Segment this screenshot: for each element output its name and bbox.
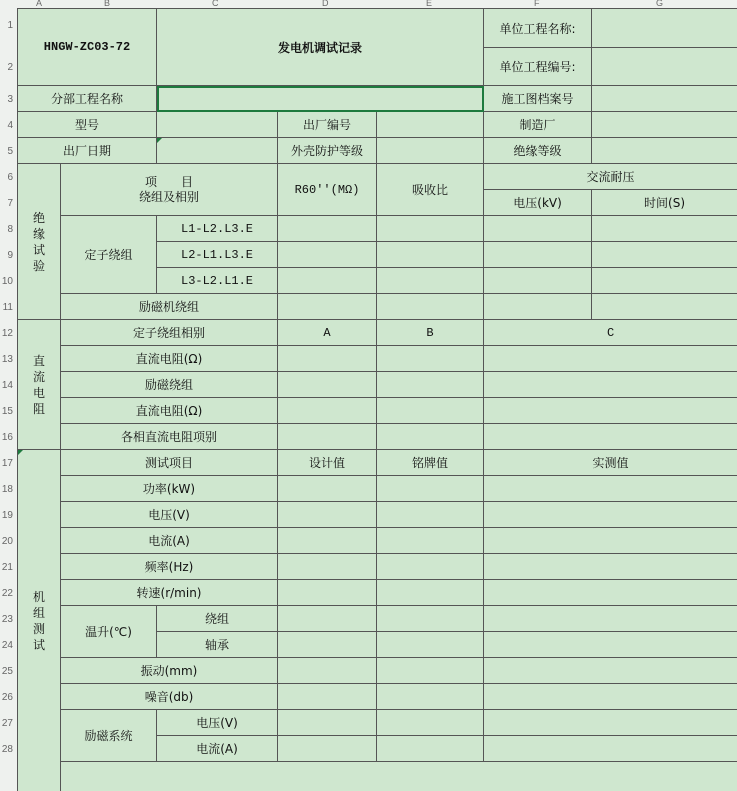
- data-cell[interactable]: [278, 502, 377, 528]
- data-cell[interactable]: [484, 632, 737, 658]
- data-cell[interactable]: [484, 502, 737, 528]
- manufacturer-cell[interactable]: [592, 112, 737, 138]
- row-header[interactable]: 28: [1, 744, 13, 755]
- temp-rise-label[interactable]: 温升(℃): [61, 606, 157, 658]
- data-cell[interactable]: [377, 372, 484, 398]
- field-winding-label[interactable]: 励磁绕组: [61, 372, 278, 398]
- row-header[interactable]: 26: [1, 692, 13, 703]
- row-header[interactable]: 6: [7, 172, 13, 183]
- row-header[interactable]: 11: [2, 302, 13, 313]
- data-cell[interactable]: [377, 710, 484, 736]
- item-header-bottom: 绕组及相别: [139, 189, 200, 204]
- data-cell[interactable]: [278, 606, 377, 632]
- absorption-ratio-header[interactable]: 吸收比: [377, 164, 484, 216]
- phase-label[interactable]: L1-L2.L3.E: [157, 216, 278, 242]
- data-cell[interactable]: [484, 606, 737, 632]
- design-value-header[interactable]: 设计值: [278, 450, 377, 476]
- form-code[interactable]: HNGW-ZC03-72: [18, 9, 157, 86]
- comment-indicator: [18, 450, 23, 455]
- test-item-header[interactable]: 测试项目: [61, 450, 278, 476]
- exciter-winding-label[interactable]: 励磁机绕组: [61, 294, 278, 320]
- voltage-label[interactable]: 电压(V): [61, 502, 278, 528]
- sub-project-name-label[interactable]: 分部工程名称: [18, 86, 157, 112]
- row-header[interactable]: 4: [7, 120, 13, 131]
- data-cell[interactable]: [278, 476, 377, 502]
- data-cell[interactable]: [278, 398, 377, 424]
- power-label[interactable]: 功率(kW): [61, 476, 278, 502]
- data-cell[interactable]: [377, 346, 484, 372]
- data-cell[interactable]: [484, 710, 737, 736]
- data-cell[interactable]: [484, 346, 737, 372]
- ac-voltage-header[interactable]: 电压(kV): [484, 190, 592, 216]
- nameplate-value-header[interactable]: 铭牌值: [377, 450, 484, 476]
- unit-project-name-label[interactable]: 单位工程名称:: [484, 9, 592, 48]
- manufacturer-label[interactable]: 制造厂: [484, 112, 592, 138]
- data-cell[interactable]: [278, 268, 377, 294]
- drawing-archive-no-label[interactable]: 施工图档案号: [484, 86, 592, 112]
- data-cell[interactable]: [377, 554, 484, 580]
- column-header-a[interactable]: A: [36, 0, 43, 8]
- data-cell[interactable]: [592, 268, 737, 294]
- generator-test-record-sheet: [17, 8, 737, 791]
- enclosure-protection-cell[interactable]: [377, 138, 484, 164]
- data-cell[interactable]: [278, 346, 377, 372]
- data-cell[interactable]: [377, 242, 484, 268]
- row-header[interactable]: 2: [7, 62, 13, 73]
- insulation-class-cell[interactable]: [592, 138, 737, 164]
- excitation-system-label[interactable]: 励磁系统: [61, 710, 157, 762]
- model-cell[interactable]: [157, 112, 278, 138]
- row-header[interactable]: 1: [7, 20, 13, 31]
- model-label[interactable]: 型号: [18, 112, 157, 138]
- data-cell[interactable]: [484, 658, 737, 684]
- comment-indicator: [157, 138, 162, 143]
- unit-test-section-label[interactable]: 机组测试: [18, 450, 61, 791]
- data-cell[interactable]: [278, 736, 377, 762]
- row-header[interactable]: 9: [7, 250, 13, 261]
- insulation-class-label[interactable]: 绝缘等级: [484, 138, 592, 164]
- data-cell[interactable]: [484, 476, 737, 502]
- dc-resistance-section-label[interactable]: 直流电阻: [18, 320, 61, 450]
- data-cell[interactable]: [377, 658, 484, 684]
- row-header[interactable]: 5: [7, 146, 13, 157]
- row-header[interactable]: 23: [1, 614, 13, 625]
- row-header[interactable]: 22: [1, 588, 13, 599]
- row-header[interactable]: 19: [1, 510, 13, 521]
- phase-label[interactable]: L2-L1.L3.E: [157, 242, 278, 268]
- data-cell[interactable]: [484, 528, 737, 554]
- data-cell[interactable]: [377, 268, 484, 294]
- data-cell[interactable]: [377, 580, 484, 606]
- data-cell[interactable]: [278, 580, 377, 606]
- row-header[interactable]: 10: [1, 276, 13, 287]
- data-cell[interactable]: [484, 736, 737, 762]
- drawing-archive-no-cell[interactable]: [592, 86, 737, 112]
- data-cell[interactable]: [592, 294, 737, 320]
- data-cell[interactable]: [377, 736, 484, 762]
- data-cell[interactable]: [278, 658, 377, 684]
- phase-label[interactable]: L3-L2.L1.E: [157, 268, 278, 294]
- data-cell[interactable]: [278, 242, 377, 268]
- ac-time-header[interactable]: 时间(S): [592, 190, 737, 216]
- form-title[interactable]: 发电机调试记录: [157, 9, 484, 86]
- data-cell[interactable]: [484, 684, 737, 710]
- bearing-label[interactable]: 轴承: [157, 632, 278, 658]
- ac-withstand-header[interactable]: 交流耐压: [484, 164, 737, 190]
- row-header[interactable]: 17: [1, 458, 13, 469]
- speed-label[interactable]: 转速(r/min): [61, 580, 278, 606]
- factory-date-label[interactable]: 出厂日期: [18, 138, 157, 164]
- row-header-bar: [0, 8, 18, 791]
- data-cell[interactable]: [377, 502, 484, 528]
- row-header[interactable]: 13: [1, 354, 13, 365]
- sub-project-name-cell-selected[interactable]: [157, 86, 484, 112]
- row-header[interactable]: 12: [1, 328, 13, 339]
- phase-b-header[interactable]: B: [377, 320, 484, 346]
- data-cell[interactable]: [278, 294, 377, 320]
- dc-resistance-label[interactable]: 直流电阻(Ω): [61, 346, 278, 372]
- data-cell[interactable]: [377, 424, 484, 450]
- unit-project-name-cell[interactable]: [592, 9, 737, 48]
- item-header-top: 项 目: [145, 174, 194, 189]
- factory-date-cell[interactable]: [157, 138, 278, 164]
- data-cell[interactable]: [377, 684, 484, 710]
- vibration-label[interactable]: 振动(mm): [61, 658, 278, 684]
- measured-value-header[interactable]: 实测值: [484, 450, 737, 476]
- stator-phase-label[interactable]: 定子绕组相别: [61, 320, 278, 346]
- frequency-label[interactable]: 频率(Hz): [61, 554, 278, 580]
- column-header-d[interactable]: D: [322, 0, 329, 8]
- data-cell[interactable]: [377, 294, 484, 320]
- row-header[interactable]: 3: [7, 94, 13, 105]
- phase-difference-label[interactable]: 各相直流电阻项别: [61, 424, 278, 450]
- data-cell[interactable]: [484, 268, 592, 294]
- data-cell[interactable]: [278, 424, 377, 450]
- data-cell[interactable]: [484, 554, 737, 580]
- unit-project-no-label[interactable]: 单位工程编号:: [484, 48, 592, 86]
- row-header[interactable]: 14: [1, 380, 13, 391]
- insulation-section-label[interactable]: 绝缘试验: [18, 164, 61, 320]
- data-cell[interactable]: [278, 632, 377, 658]
- data-cell[interactable]: [484, 424, 737, 450]
- data-cell[interactable]: [484, 580, 737, 606]
- data-cell[interactable]: [377, 398, 484, 424]
- row-header[interactable]: 8: [7, 224, 13, 235]
- row-header[interactable]: 18: [1, 484, 13, 495]
- current-label[interactable]: 电流(A): [61, 528, 278, 554]
- factory-no-cell[interactable]: [377, 112, 484, 138]
- data-cell[interactable]: [278, 554, 377, 580]
- row-header[interactable]: 25: [1, 666, 13, 677]
- data-cell[interactable]: [484, 242, 592, 268]
- row-header[interactable]: 21: [1, 562, 13, 573]
- data-cell[interactable]: [377, 632, 484, 658]
- data-cell[interactable]: [278, 710, 377, 736]
- data-cell[interactable]: [484, 398, 737, 424]
- column-header-c[interactable]: C: [212, 0, 219, 8]
- data-cell[interactable]: [278, 216, 377, 242]
- data-cell[interactable]: [61, 762, 737, 791]
- phase-a-header[interactable]: A: [278, 320, 377, 346]
- data-cell[interactable]: [377, 216, 484, 242]
- noise-label[interactable]: 噪音(db): [61, 684, 278, 710]
- column-header-f[interactable]: F: [534, 0, 540, 8]
- item-header[interactable]: [61, 164, 278, 216]
- data-cell[interactable]: [484, 216, 592, 242]
- factory-no-label[interactable]: 出厂编号: [278, 112, 377, 138]
- r60-header[interactable]: R60′′(MΩ): [278, 164, 377, 216]
- row-header[interactable]: 16: [1, 432, 13, 443]
- data-cell[interactable]: [484, 294, 592, 320]
- data-cell[interactable]: [278, 528, 377, 554]
- dc-resistance-label[interactable]: 直流电阻(Ω): [61, 398, 278, 424]
- row-header[interactable]: 7: [7, 198, 13, 209]
- data-cell[interactable]: [278, 372, 377, 398]
- data-cell[interactable]: [592, 242, 737, 268]
- data-cell[interactable]: [377, 476, 484, 502]
- row-header[interactable]: 27: [1, 718, 13, 729]
- data-cell[interactable]: [278, 684, 377, 710]
- excitation-voltage-label[interactable]: 电压(V): [157, 710, 278, 736]
- stator-winding-label[interactable]: 定子绕组: [61, 216, 157, 294]
- row-header[interactable]: 24: [1, 640, 13, 651]
- row-header[interactable]: 15: [1, 406, 13, 417]
- unit-project-no-cell[interactable]: [592, 48, 737, 86]
- column-header-g[interactable]: G: [656, 0, 664, 8]
- data-cell[interactable]: [592, 216, 737, 242]
- excitation-current-label[interactable]: 电流(A): [157, 736, 278, 762]
- column-header-b[interactable]: B: [104, 0, 111, 8]
- winding-label[interactable]: 绕组: [157, 606, 278, 632]
- data-cell[interactable]: [484, 372, 737, 398]
- data-cell[interactable]: [377, 606, 484, 632]
- column-header-e[interactable]: E: [426, 0, 433, 8]
- row-header[interactable]: 20: [1, 536, 13, 547]
- enclosure-protection-label[interactable]: 外壳防护等级: [278, 138, 377, 164]
- data-cell[interactable]: [377, 528, 484, 554]
- phase-c-header[interactable]: C: [484, 320, 737, 346]
